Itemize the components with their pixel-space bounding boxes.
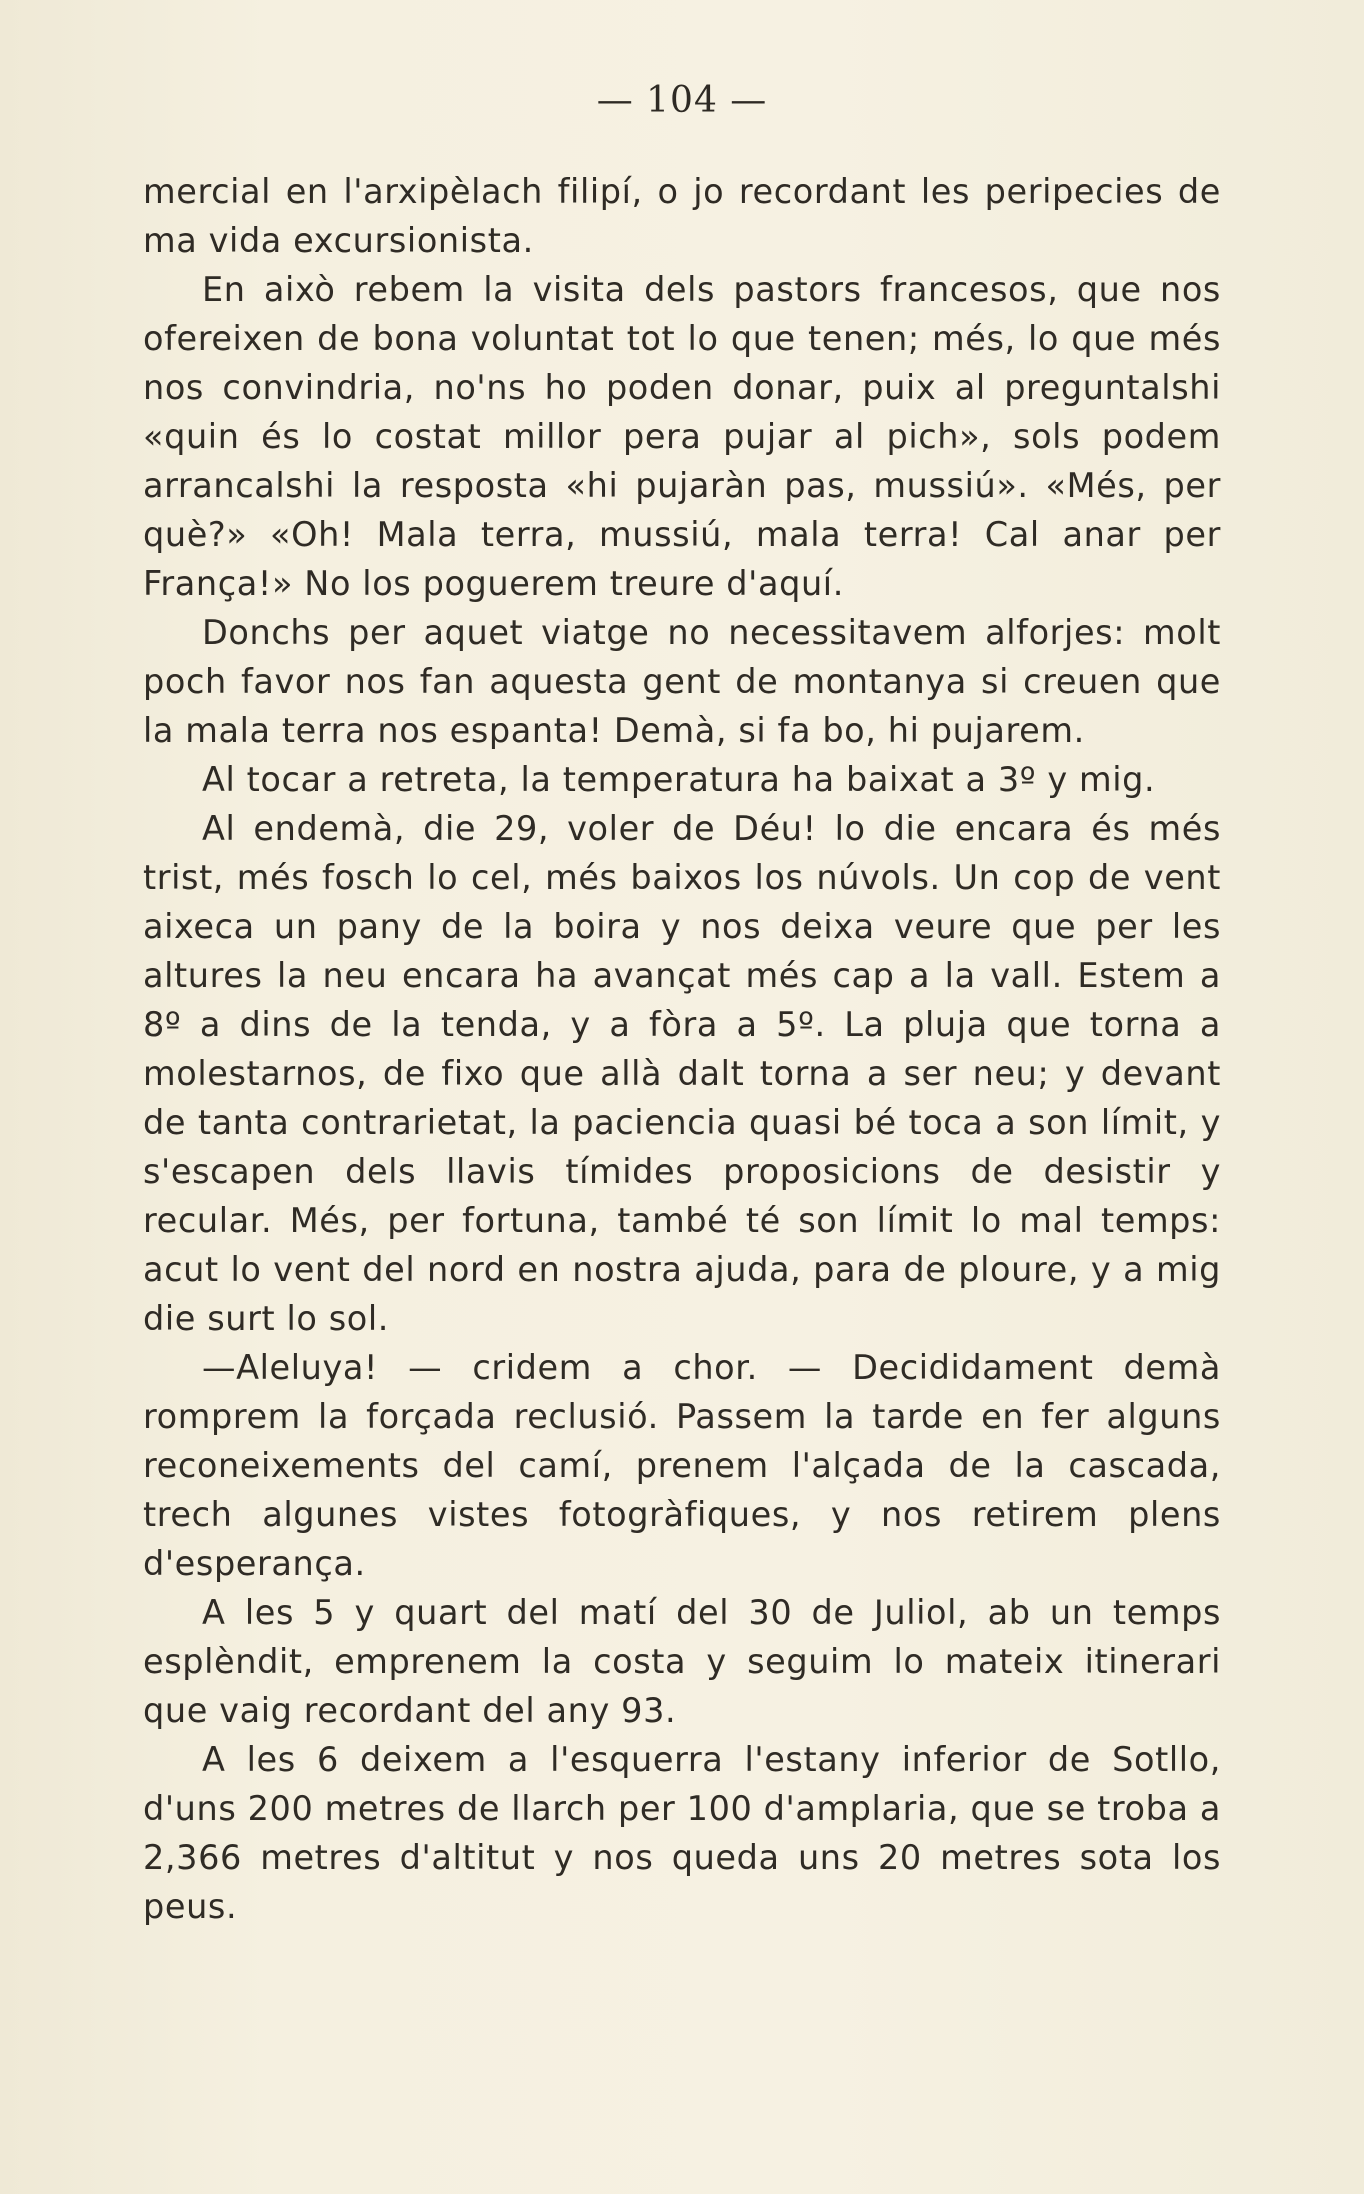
paragraph-2: En això rebem la visita dels pastors francesos, que nos ofereixen de bona voluntat tot lo que tenen; més, lo que més nos convindria, no'ns ho poden donar, puix al preguntalshi «quin és lo costat millor pera pujar al pich», sols podem arrancalshi la resposta «hi pujaràn pas, mussiú». «Més, per què?» «Oh! Mala terra, mussiú, mala terra! Cal anar per França!» No los poguerem treure d'aquí. xyxy=(143,270,1221,603)
paragraph-7: A les 5 y quart del matí del 30 de Juliol, ab un temps esplèndit, emprenem la costa y seguim lo mateix itinerari que vaig recordant del any 93. xyxy=(143,1593,1221,1730)
page-number: — 104 — xyxy=(596,80,768,121)
body-text xyxy=(143,167,1221,1931)
paragraph-6: —Aleluya! — cridem a chor. — Decididament demà romprem la forçada reclusió. Passem la tarde en fer alguns reconeixements del camí, prenem l'alçada de la cascada, trech algunes vistes fotogràfiques, y nos retirem plens d'esperança. xyxy=(143,1348,1221,1583)
paragraph-1: mercial en l'arxipèlach filipí, o jo recordant les peripecies de ma vida excursionista. xyxy=(143,172,1221,260)
paragraph-4: Al tocar a retreta, la temperatura ha baixat a 3º y mig. xyxy=(202,760,1156,799)
paragraph-8: A les 6 deixem a l'esquerra l'estany inferior de Sotllo, d'uns 200 metres de llarch per 100 d'amplaria, que se troba a 2,366 metres d'altitut y nos queda uns 20 metres sota los peus. xyxy=(143,1740,1221,1926)
paragraph-3: Donchs per aquet viatge no necessitavem alforjes: molt poch favor nos fan aquesta gent de montanya si creuen que la mala terra nos espanta! Demà, si fa bo, hi pujarem. xyxy=(143,613,1221,750)
paragraph-5: Al endemà, die 29, voler de Déu! lo die encara és més trist, més fosch lo cel, més baixos los núvols. Un cop de vent aixeca un pany de la boira y nos deixa veure que per les altures la neu encara ha avançat més cap a la vall. Estem a 8º a dins de la tenda, y a fòra a 5º. La pluja que torna a molestarnos, de fixo que allà dalt torna a ser neu; y devant de tanta contrarietat, la paciencia quasi bé toca a son límit, y s'escapen dels llavis tímides proposicions de desistir y recular. Més, per fortuna, també té son límit lo mal temps: acut lo vent del nord en nostra ajuda, para de ploure, y a mig die surt lo sol. xyxy=(143,809,1221,1338)
